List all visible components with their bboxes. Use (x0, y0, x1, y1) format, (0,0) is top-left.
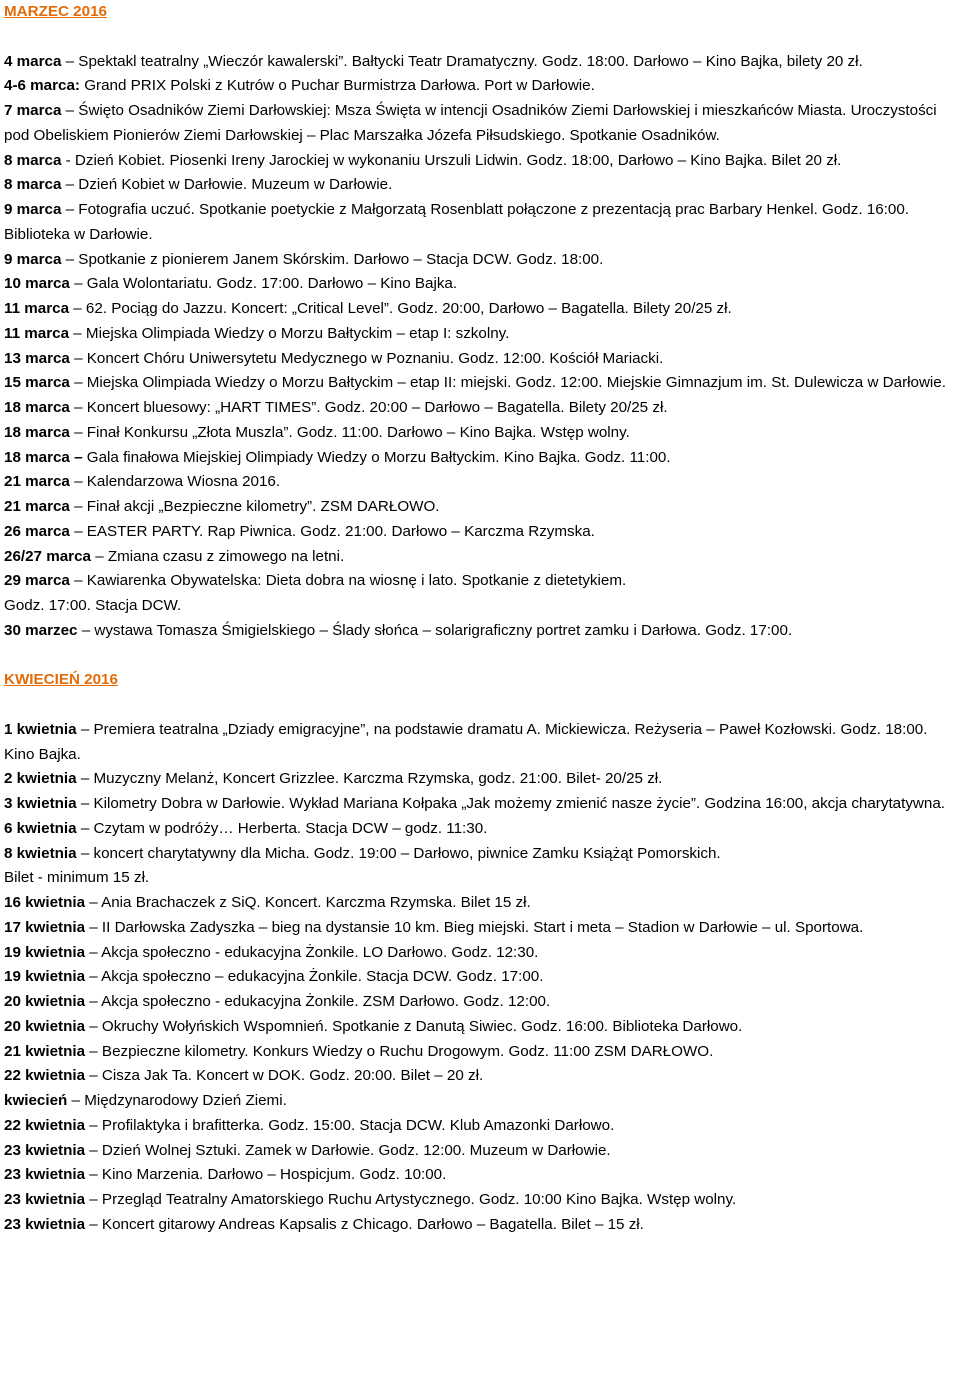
event-description: – Premiera teatralna „Dziady emigracyjne”, na podstawie dramatu A. Mickiewicza. Reżyseria – Paweł Kozłowski. Godz. 18:00. Kino Bajka. (4, 720, 928, 763)
event-date: 13 marca (4, 349, 70, 367)
event-date: 21 kwietnia (4, 1042, 86, 1060)
event-date: 15 marca (4, 374, 70, 392)
event-date: 22 kwietnia (4, 1067, 86, 1085)
event-entry (4, 941, 956, 966)
event-entry (4, 619, 956, 644)
event-description: – Muzyczny Melanż, Koncert Grizzlee. Karczma Rzymska, godz. 21:00. Bilet- 20/25 zł. (76, 770, 663, 788)
event-description: – Akcja społeczno - edukacyjna Żonkile. LO Darłowo. Godz. 12:30. (85, 943, 539, 961)
event-entry (4, 198, 956, 248)
event-entry (4, 50, 956, 75)
event-date: 11 marca (4, 300, 70, 317)
event-description: – Bezpieczne kilometry. Konkurs Wiedzy o Ruchu Drogowym. Godz. 11:00 ZSM DARŁOWO. (85, 1042, 714, 1060)
event-entry (4, 1188, 956, 1213)
event-description: – Koncert bluesowy: „HART TIMES”. Godz. 20:00 – Darłowo – Bagatella. Bilety 20/25 zł. (69, 399, 668, 416)
event-description: – Koncert Chóru Uniwersytetu Medycznego w Poznaniu. Godz. 12:00. Kościół Mariacki. (69, 349, 664, 367)
event-description: – Akcja społeczno - edukacyjna Żonkile. ZSM Darłowo. Godz. 12:00. (85, 993, 551, 1010)
event-date: 20 kwietnia (4, 1017, 86, 1035)
event-date: 19 kwietnia (4, 943, 86, 961)
event-description: – Spotkanie z pionierem Janem Skórskim. Darłowo – Stacja DCW. Godz. 18:00. (61, 250, 604, 268)
event-entry (4, 916, 956, 941)
event-date: 4-6 marca: (4, 77, 80, 95)
event-date: 16 kwietnia (4, 894, 86, 911)
event-date: 21 marca (4, 473, 70, 491)
event-description: Grand PRIX Polski z Kutrów o Puchar Burmistrza Darłowa. Port w Darłowie. (79, 77, 595, 95)
title-spacer (4, 25, 956, 50)
event-description: – Miejska Olimpiada Wiedzy o Morzu Bałtyckim – etap I: szkolny. (69, 324, 510, 342)
event-date: 17 kwietnia (4, 918, 86, 936)
event-description: – koncert charytatywny dla Micha. Godz. 19:00 – Darłowo, piwnice Zamku Książąt Pomorskich. Bilet - minimum 15 zł. (4, 844, 721, 887)
event-description: – Cisza Jak Ta. Koncert w DOK. Godz. 20:00. Bilet – 20 zł. (85, 1067, 484, 1085)
event-description: – Profilaktyka i brafitterka. Godz. 15:00. Stacja DCW. Klub Amazonki Darłowo. (85, 1116, 615, 1134)
event-description: – Okruchy Wołyńskich Wspomnień. Spotkanie z Danutą Siwiec. Godz. 16:00. Biblioteka Darłowo. (85, 1017, 743, 1035)
event-description: – wystawa Tomasza Śmigielskiego – Ślady słońca – solarigraficzny portret zamku i Darłowa. Godz. 17:00. (77, 621, 793, 639)
event-date: 30 marzec (4, 621, 78, 639)
event-description: – EASTER PARTY. Rap Piwnica. Godz. 21:00. Darłowo – Karczma Rzymska. (69, 522, 595, 540)
event-entry (4, 767, 956, 792)
section-title: KWIECIEŃ 2016 (4, 671, 118, 689)
section-spacer (4, 644, 956, 669)
document-page (4, 0, 956, 1238)
event-description: – Ania Brachaczek z SiQ. Koncert. Karczma Rzymska. Bilet 15 zł. (85, 894, 531, 911)
event-date: 4 marca (4, 52, 62, 70)
event-entry (4, 1213, 956, 1238)
event-entry (4, 272, 956, 297)
event-date: 23 kwietnia (4, 1191, 86, 1208)
event-description: – Finał akcji „Bezpieczne kilometry”. ZSM DARŁOWO. (69, 498, 440, 515)
event-date: 19 kwietnia (4, 968, 86, 986)
event-entry (4, 99, 956, 149)
section-title: MARZEC 2016 (4, 3, 107, 20)
event-entry (4, 792, 956, 817)
event-entry (4, 421, 956, 446)
event-description: – Fotografia uczuć. Spotkanie poetyckie z Małgorzatą Rosenblatt połączone z prezentacją prac Barbary Henkel. Godz. 16:00. Biblioteka w Darłowie. (4, 201, 910, 243)
event-description: – Spektakl teatralny „Wieczór kawalerski”. Bałtycki Teatr Dramatyczny. Godz. 18:00. Darłowo – Kino Bajka, bilety 20 zł. (61, 52, 863, 70)
event-date: 11 marca (4, 324, 70, 342)
event-description: – Święto Osadników Ziemi Darłowskiej: Msza Święta w intencji Osadników Ziemi Darłowskiej i mieszkańców Miasta. Uroczystości pod Obeliskiem Pionierów Ziemi Darłowskiej – Plac Marszałka Józefa Piłsudskiego. Spotkanie Osadników. (4, 102, 937, 144)
event-date: 9 marca (4, 201, 62, 218)
event-description: – 62. Pociąg do Jazzu. Koncert: „Critical Level”. Godz. 20:00, Darłowo – Bagatella. Bilety 20/25 zł. (69, 300, 732, 317)
event-entry (4, 1139, 956, 1164)
event-date: 10 marca (4, 275, 70, 293)
event-description: – Miejska Olimpiada Wiedzy o Morzu Bałtyckim – etap II: miejski. Godz. 12:00. Miejskie Gimnazjum im. St. Dulewicza w Darłowie. (69, 374, 946, 392)
event-entry (4, 297, 956, 322)
event-description: – Zmiana czasu z zimowego na letni. (90, 547, 345, 565)
event-entry (4, 520, 956, 545)
event-entry (4, 1064, 956, 1089)
event-date: 3 kwietnia (4, 795, 77, 812)
event-description: – Kilometry Dobra w Darłowie. Wykład Mariana Kołpaka „Jak możemy zmienić nasze życie”. Godzina 16:00, akcja charytatywna. (76, 795, 946, 812)
event-entry (4, 569, 956, 619)
event-date: 18 marca (4, 423, 70, 441)
event-description: - Dzień Kobiet. Piosenki Ireny Jarockiej w wykonaniu Urszuli Lidwin. Godz. 18:00, Darłowo – Kino Bajka. Bilet 20 zł. (61, 151, 842, 169)
event-date: 1 kwietnia (4, 720, 77, 738)
event-description: – Kino Marzenia. Darłowo – Hospicjum. Godz. 10:00. (85, 1166, 447, 1184)
event-entry (4, 470, 956, 495)
event-entry (4, 371, 956, 396)
event-date: 8 kwietnia (4, 844, 77, 862)
event-date: 6 kwietnia (4, 819, 77, 837)
event-entry (4, 1015, 956, 1040)
event-date: 29 marca (4, 572, 70, 590)
event-entry (4, 990, 956, 1015)
event-entry (4, 446, 956, 471)
event-date: 18 marca – (4, 448, 83, 466)
event-entry (4, 842, 956, 892)
event-date: 2 kwietnia (4, 770, 77, 788)
event-date: 8 marca (4, 176, 62, 194)
event-date: 26/27 marca (4, 547, 91, 565)
event-date: 20 kwietnia (4, 993, 86, 1010)
event-entry (4, 322, 956, 347)
event-description: – Koncert gitarowy Andreas Kapsalis z Chicago. Darłowo – Bagatella. Bilet – 15 zł. (85, 1215, 644, 1233)
event-date: 9 marca (4, 250, 62, 268)
event-description: – Międzynarodowy Dzień Ziemi. (67, 1092, 287, 1109)
event-entry (4, 545, 956, 570)
event-entry (4, 1114, 956, 1139)
event-entry (4, 495, 956, 520)
event-description: Gala finałowa Miejskiej Olimpiady Wiedzy o Morzu Bałtyckim. Kino Bajka. Godz. 11:00. (82, 448, 671, 466)
event-date: 22 kwietnia (4, 1116, 86, 1134)
event-date: 26 marca (4, 522, 70, 540)
event-entry (4, 718, 956, 768)
event-description: – Kawiarenka Obywatelska: Dieta dobra na wiosnę i lato. Spotkanie z dietetykiem. Godz. 17:00. Stacja DCW. (4, 572, 627, 614)
event-entry (4, 396, 956, 421)
event-description: – Przegląd Teatralny Amatorskiego Ruchu Artystycznego. Godz. 10:00 Kino Bajka. Wstęp wolny. (85, 1191, 737, 1208)
event-entry (4, 891, 956, 916)
title-spacer (4, 693, 956, 718)
event-date: 21 marca (4, 498, 70, 515)
event-description: – Kalendarzowa Wiosna 2016. (69, 473, 281, 491)
event-entry (4, 1040, 956, 1065)
event-date: 7 marca (4, 102, 62, 119)
event-description: – Finał Konkursu „Złota Muszla”. Godz. 11:00. Darłowo – Kino Bajka. Wstęp wolny. (69, 423, 630, 441)
event-entry (4, 74, 956, 99)
event-entry (4, 248, 956, 273)
event-description: – Czytam w podróży… Herberta. Stacja DCW – godz. 11:30. (76, 819, 488, 837)
event-description: – Dzień Wolnej Sztuki. Zamek w Darłowie. Godz. 12:00. Muzeum w Darłowie. (85, 1141, 611, 1159)
event-date: kwiecień (4, 1092, 68, 1109)
event-date: 8 marca (4, 151, 62, 169)
event-description: – II Darłowska Zadyszka – bieg na dystansie 10 km. Bieg miejski. Start i meta – Stadion w Darłowie – ul. Sportowa. (85, 918, 864, 936)
event-entry (4, 1163, 956, 1188)
event-description: – Akcja społeczno – edukacyjna Żonkile. Stacja DCW. Godz. 17:00. (85, 968, 544, 986)
event-entry (4, 1089, 956, 1114)
event-entry (4, 965, 956, 990)
event-date: 23 kwietnia (4, 1215, 86, 1233)
event-description: – Dzień Kobiet w Darłowie. Muzeum w Darłowie. (61, 176, 393, 194)
event-date: 23 kwietnia (4, 1141, 86, 1159)
event-entry (4, 817, 956, 842)
event-entry (4, 347, 956, 372)
event-entry (4, 149, 956, 174)
event-description: – Gala Wolontariatu. Godz. 17:00. Darłowo – Kino Bajka. (69, 275, 458, 293)
event-date: 23 kwietnia (4, 1166, 86, 1184)
event-entry (4, 173, 956, 198)
event-date: 18 marca (4, 399, 70, 416)
